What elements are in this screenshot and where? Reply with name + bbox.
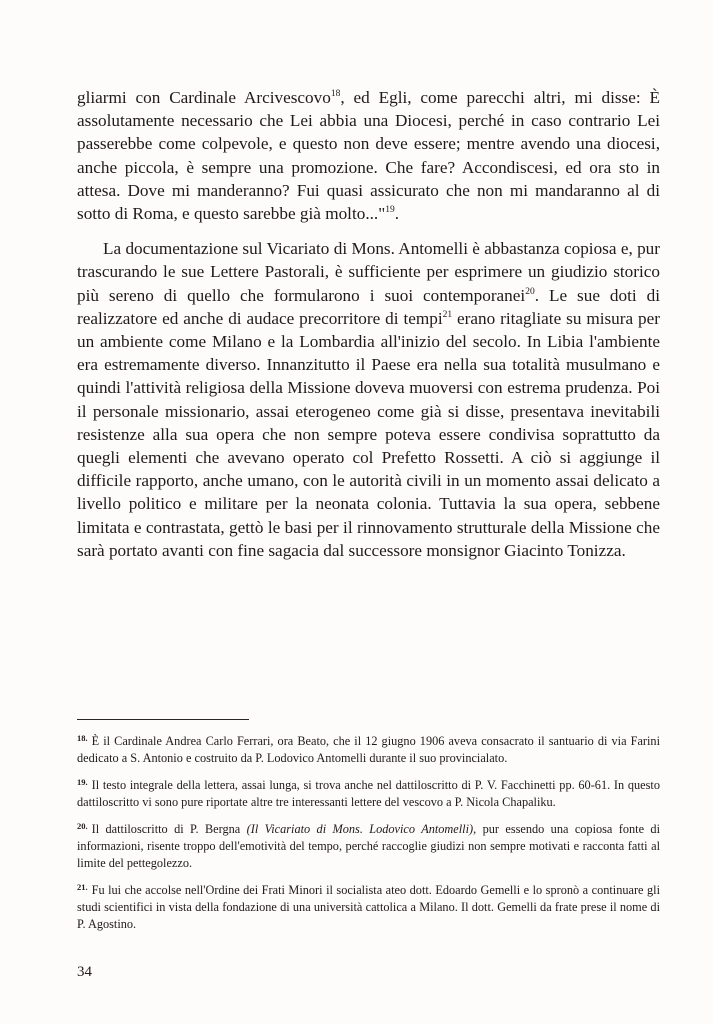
- footnote-text: Il testo integrale della lettera, assai lunga, si trova anche nel dattiloscritto di P. V. Facchinetti pp. 60-61. In questo dattiloscritto vi sono pure riportate altre tre interessanti lettere del vescovo a P. Nicola Chapaliku.: [77, 778, 660, 809]
- footnote-ref-19[interactable]: 19: [385, 205, 395, 216]
- paragraph-1: [77, 86, 660, 225]
- paragraph-1-text-2: , ed Egli, come parecchi altri, mi disse: È assolutamente necessario che Lei abbia una Diocesi, perché in caso contrario Lei passerebbe come colpevole, e questo non deve essere; mentre avendo una diocesi, anche piccola, è sempre una promozione. Che fare? Accondiscesi, ed ora sto in attesa. Dove mi manderanno? Fui quasi assicurato che non mi mandaranno al di sotto di Roma, e questo sarebbe già molto...": [77, 88, 660, 224]
- paragraph-2-text-2: . Le sue doti di realizzatore ed anche di audace precorritore di tempi: [77, 285, 660, 328]
- footnote-separator: [77, 719, 249, 720]
- paragraph-2-text-3: erano ritagliate su misura per un ambiente come Milano e la Lombardia all'inizio del secolo. In Libia l'ambiente era estremamente diverso. Innanzitutto il Paese era nella sua totalità musulmano e quindi l'attività religiosa della Missione doveva muoversi con estrema prudenza. Poi il personale missionario, assai eterogeneo come già si disse, presentava inevitabili resistenze alla sua opera che non sempre poteva essere condivisa soprattutto da quegli elementi che avevano operato col Prefetto Rossetti. A ciò si aggiunge il difficile rapporto, anche umano, con le autorità civili in un momento assai delicato a livello politico e militare per la neonata colonia. Tuttavia la sua opera, sebbene limitata e contrastata, gettò le basi per il rinnovamento strutturale della Missione che sarà portato avanti con fine sagacia dal successore monsignor Giacinto Tonizza.: [77, 308, 660, 560]
- paragraph-2: [77, 237, 660, 562]
- footnote-text: È il Cardinale Andrea Carlo Ferrari, ora Beato, che il 12 giugno 1906 aveva consacrato il santuario di via Farini dedicato a S. Antonio e costruito da P. Lodovico Antomelli durante il suo provincialato.: [77, 734, 660, 765]
- footnote-title-italic: (Il Vicariato di Mons. Lodovico Antomelli): [246, 822, 474, 836]
- footnotes: [77, 733, 660, 943]
- page-number: 34: [77, 964, 92, 980]
- paragraph-1-text-1: gliarmi con Cardinale Arcivescovo: [77, 88, 331, 107]
- footnote-20: 20. Il dattiloscritto di P. Bergna (Il Vicariato di Mons. Lodovico Antomelli), pur essendo una copiosa fonte di informazioni, risente troppo dell'emotività del tempo, perché raccoglie giudizi non sempre motivati e racconta fatti al limite del pettegolezzo.: [77, 821, 660, 870]
- footnote-text-pre: Il dattiloscritto di P. Bergna: [91, 822, 247, 836]
- footnote-ref-20[interactable]: 20: [525, 286, 535, 297]
- footnote-21: 21. Fu lui che accolse nell'Ordine dei Frati Minori il socialista ateo dott. Edoardo Gemelli e lo spronò a continuare gli studi scientifici in vista della fondazione di una università cattolica a Milano. Il dott. Gemelli da frate prese il nome di P. Agostino.: [77, 882, 660, 931]
- footnote-text: Fu lui che accolse nell'Ordine dei Frati Minori il socialista ateo dott. Edoardo Gemelli e lo spronò a continuare gli studi scientifici in vista della fondazione di una università cattolica a Milano. Il dott. Gemelli da frate prese il nome di P. Agostino.: [77, 883, 660, 931]
- footnote-19: 19. Il testo integrale della lettera, assai lunga, si trova anche nel dattiloscritto di P. V. Facchinetti pp. 60-61. In questo dattiloscritto vi sono pure riportate altre tre interessanti lettere del vescovo a P. Nicola Chapaliku.: [77, 777, 660, 809]
- footnote-18: 18. È il Cardinale Andrea Carlo Ferrari, ora Beato, che il 12 giugno 1906 aveva consacrato il santuario di via Farini dedicato a S. Antonio e costruito da P. Lodovico Antomelli durante il suo provincialato.: [77, 733, 660, 765]
- main-text: [77, 86, 660, 562]
- paragraph-1-text-3: .: [394, 204, 400, 224]
- footnote-text-post: , pur essendo una copiosa fonte di informazioni, risente troppo dell'emotività del tempo, perché raccoglie giudizi non sempre motivati e racconta fatti al limite del pettegolezzo.: [77, 822, 660, 870]
- paragraph-2-text-1: La documentazione sul Vicariato di Mons. Antomelli è abbastanza copiosa e, pur trascurando le sue Lettere Pastorali, è sufficiente per esprimere un giudizio storico più sereno di quello che formularono i suoi contemporanei: [77, 239, 660, 305]
- footnote-ref-21[interactable]: 21: [442, 309, 453, 320]
- footnote-ref-18[interactable]: 18: [330, 89, 341, 99]
